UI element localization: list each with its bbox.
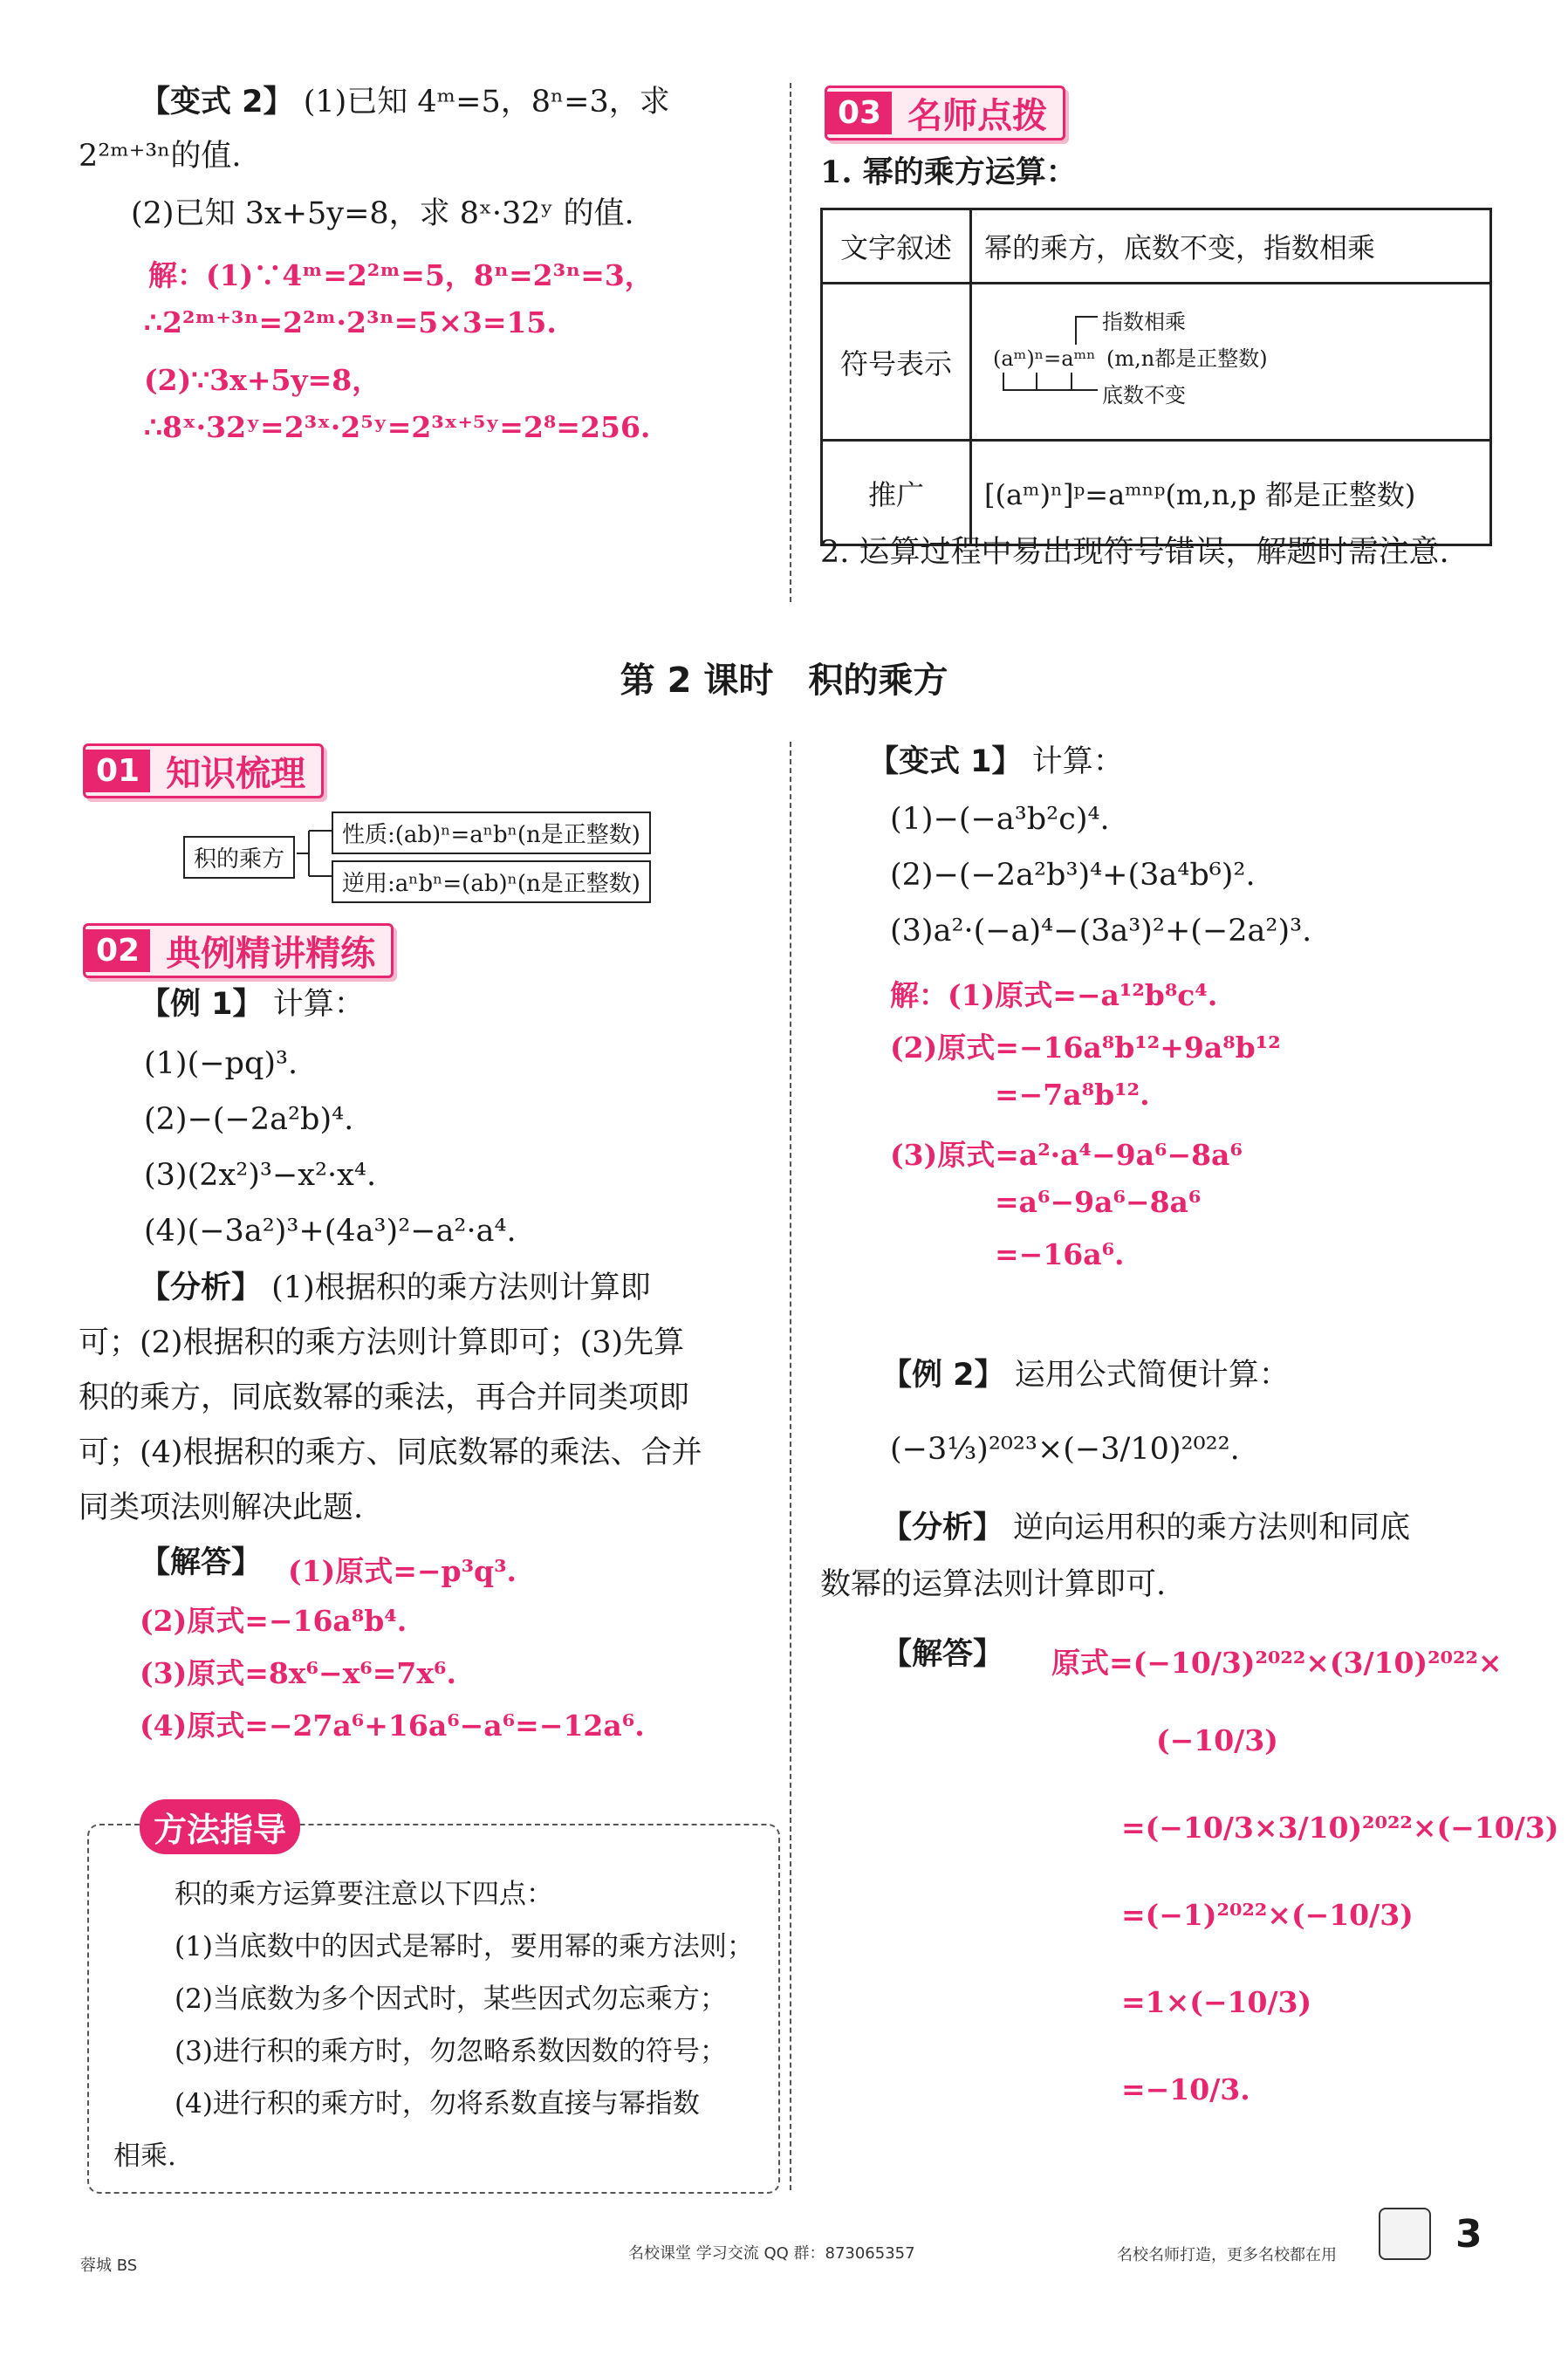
tip-item-2: 2. 运算过程中易出现符号错误，解题时需注意. (820, 535, 1449, 570)
variant2-q1-line2: 2²ᵐ⁺³ⁿ的值. (79, 139, 242, 174)
method-line-2: (1)当底数中的因式是幂时，要用幂的乘方法则； (175, 1931, 754, 1962)
variant1-answer-2: (2)原式=−16a⁸b¹²+9a⁸b¹² (890, 1031, 1281, 1065)
section-03-title: 名师点拨 (907, 96, 1048, 136)
example1-item-4: (4)(−3a²)³+(4a³)²−a²·a⁴. (144, 1214, 517, 1249)
section-02-number: 02 (86, 929, 150, 972)
tip-item-1: 1. 幂的乘方运算： (820, 154, 1077, 190)
method-guide-title: 方法指导 (140, 1799, 300, 1854)
variant2-q1-line1: (1)已知 4ᵐ=5，8ⁿ=3，求 (303, 85, 670, 120)
symbol-formula: (aᵐ)ⁿ=aᵐⁿ (993, 346, 1096, 371)
page-number: 3 (1455, 2212, 1482, 2257)
variant1-answer-4: (3)原式=a²·a⁴−9a⁶−8a⁶ (890, 1138, 1243, 1172)
example1-analysis-line-1 (140, 1270, 651, 1308)
variant1-item-2: (2)−(−2a²b³)⁴+(3a⁴b⁶)². (890, 858, 1256, 893)
variant1-item-3: (3)a²·(−a)⁴−(3a³)²+(−2a²)³. (890, 914, 1312, 949)
variant1-label: 【变式 1】 (868, 744, 1023, 779)
example2-step-3: =(−10/3×3/10)²⁰²²×(−10/3) (1121, 1811, 1559, 1845)
example1-item-2: (2)−(−2a²b)⁴. (144, 1102, 354, 1137)
mindmap-branch-inverse: 逆用:aⁿbⁿ=(ab)ⁿ(n是正整数) (332, 860, 651, 903)
column-divider-top (790, 83, 791, 602)
section-03-header (825, 86, 1065, 140)
mindmap-branch-property: 性质:(ab)ⁿ=aⁿbⁿ(n是正整数) (332, 812, 651, 854)
variant2-answer-3: (2)∵3x+5y=8， (144, 363, 381, 397)
variant2-answer-1: 解：(1)∵4ᵐ=2²ᵐ=5，8ⁿ=2³ⁿ=3， (148, 258, 654, 292)
symbol-note-base: 底数不变 (1102, 382, 1186, 408)
example2-step-1: 原式=(−10/3)²⁰²²×(3/10)²⁰²²× (1051, 1646, 1503, 1680)
symbol-note-positive: (m,n都是正整数) (1106, 346, 1268, 371)
example2-step-5: =1×(−10/3) (1121, 1985, 1312, 2019)
example1-solution-label: 【解答】 (140, 1545, 263, 1580)
example1-label: 【例 1】 (140, 987, 264, 1022)
example2-analysis-text-1: 逆向运用积的乘方法则和同底 (1013, 1510, 1411, 1545)
method-line-1: 积的乘方运算要注意以下四点： (175, 1879, 553, 1910)
example1-analysis-label: 【分析】 (140, 1270, 263, 1305)
example2-step-2: (−10/3) (1156, 1723, 1278, 1757)
method-line-5: (4)进行积的乘方时，勿将系数直接与幂指数 (175, 2088, 700, 2120)
mindmap-connector (297, 820, 332, 890)
example2-analysis-line-1 (881, 1510, 1410, 1548)
table-label-generalize: 推广 (822, 441, 971, 545)
example1-analysis-line-5: 同类项法则解决此题. (79, 1490, 364, 1525)
example1-analysis-line-3: 积的乘方，同底数幂的乘法，再合并同类项即 (79, 1380, 690, 1415)
lesson-title: 第 2 课时 积的乘方 (620, 661, 948, 701)
table-value-text: 幂的乘方，底数不变，指数相乘 (971, 209, 1491, 284)
section-02-title: 典例精讲精练 (166, 934, 376, 974)
example2-analysis-label: 【分析】 (881, 1510, 1004, 1545)
example2-step-6: =−10/3. (1121, 2072, 1250, 2106)
method-line-3: (2)当底数为多个因式时，某些因式勿忘乘方； (175, 1983, 727, 2015)
footer-center: 名校课堂 学习交流 QQ 群：873065357 (628, 2244, 915, 2263)
example1-analysis-line-2: 可；(2)根据积的乘方法则计算即可；(3)先算 (79, 1325, 685, 1360)
variant1-title: 计算： (1031, 744, 1124, 779)
variant2-label: 【变式 2】 (140, 85, 294, 120)
example1-item-3: (3)(2x²)³−x²·x⁴. (144, 1158, 377, 1193)
method-line-6: 相乘. (113, 2140, 176, 2172)
section-03-number: 03 (827, 92, 892, 134)
variant1-item-1: (1)−(−a³b²c)⁴. (890, 802, 1110, 837)
power-rule-table (820, 208, 1492, 546)
variant2-line1 (140, 84, 670, 122)
variant2-answer-2: ∴2²ᵐ⁺³ⁿ=2²ᵐ·2³ⁿ=5×3=15. (144, 305, 557, 339)
variant1-answer-3: =−7a⁸b¹². (995, 1078, 1150, 1112)
example2-heading (881, 1357, 1290, 1395)
example2-analysis-line-2: 数幂的运算法则计算即可. (820, 1567, 1167, 1602)
example2-step-4: =(−1)²⁰²²×(−10/3) (1121, 1898, 1414, 1932)
example1-solution-4: (4)原式=−27a⁶+16a⁶−a⁶=−12a⁶. (140, 1709, 645, 1743)
variant1-answer-1: 解：(1)原式=−a¹²b⁸c⁴. (890, 978, 1218, 1012)
example2-expression: (−3⅓)²⁰²³×(−3/10)²⁰²². (890, 1432, 1240, 1467)
example1-solution-2: (2)原式=−16a⁸b⁴. (140, 1604, 407, 1638)
footer-left: 蓉城 BS (80, 2257, 138, 2275)
section-01-header (83, 743, 324, 798)
example1-analysis-text-1: (1)根据积的乘方法则计算即 (271, 1270, 651, 1305)
example2-label: 【例 2】 (881, 1358, 1005, 1393)
table-label-symbol: 符号表示 (822, 284, 971, 441)
section-02-header (83, 923, 394, 978)
table-value-symbol (971, 284, 1491, 441)
mindmap-root: 积的乘方 (183, 836, 295, 879)
example1-heading (140, 986, 365, 1024)
example2-solution-label: 【解答】 (881, 1637, 1004, 1672)
footer-logo-icon (1379, 2208, 1431, 2260)
section-01-number: 01 (86, 750, 150, 792)
example2-title: 运用公式简便计算： (1014, 1358, 1290, 1393)
table-value-generalize: [(aᵐ)ⁿ]ᵖ=aᵐⁿᵖ(m,n,p 都是正整数) (971, 441, 1491, 545)
column-divider-bottom (790, 742, 791, 2190)
variant1-heading (868, 743, 1124, 782)
section-01-title: 知识梳理 (166, 754, 306, 794)
footer-right: 名校名师打造，更多名校都在用 (1117, 2246, 1337, 2264)
variant2-answer-4: ∴8ˣ·32ʸ=2³ˣ·2⁵ʸ=2³ˣ⁺⁵ʸ=2⁸=256. (144, 410, 651, 444)
variant1-answer-6: =−16a⁶. (995, 1237, 1125, 1271)
method-line-4: (3)进行积的乘方时，勿忽略系数因数的符号； (175, 2036, 727, 2067)
example1-solution-3: (3)原式=8x⁶−x⁶=7x⁶. (140, 1656, 456, 1690)
symbol-note-exponent: 指数相乘 (1102, 309, 1186, 334)
example1-solution-1: (1)原式=−p³q³. (288, 1554, 517, 1588)
variant2-q2: (2)已知 3x+5y=8，求 8ˣ·32ʸ 的值. (131, 196, 634, 231)
example1-title: 计算： (272, 987, 365, 1022)
example1-item-1: (1)(−pq)³. (144, 1046, 298, 1081)
table-label-text: 文字叙述 (822, 209, 971, 284)
variant1-answer-5: =a⁶−9a⁶−8a⁶ (995, 1185, 1202, 1219)
example1-analysis-line-4: 可；(4)根据积的乘方、同底数幂的乘法、合并 (79, 1435, 702, 1470)
